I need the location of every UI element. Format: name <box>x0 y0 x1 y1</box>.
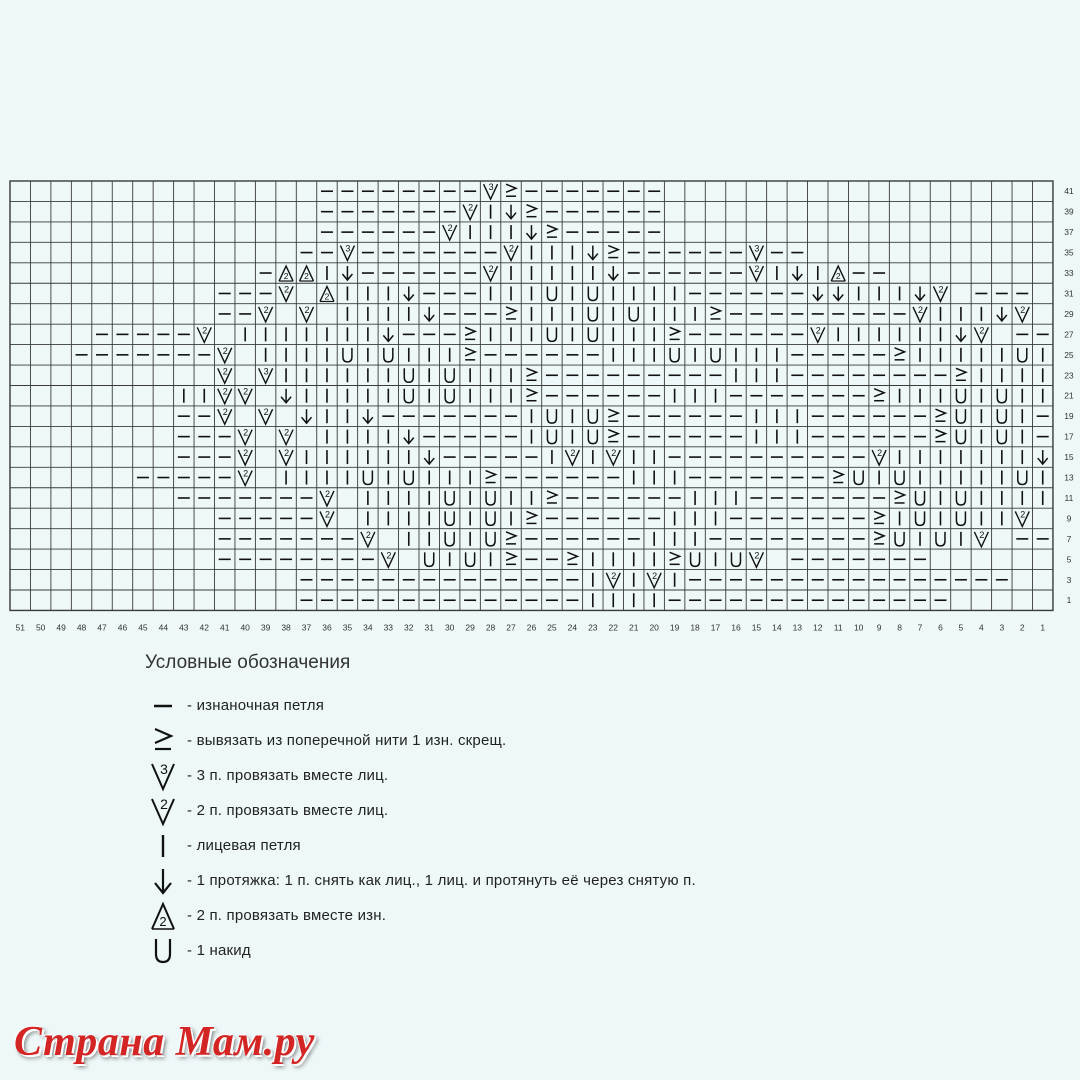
stitch-yo <box>384 348 393 362</box>
stitch-k2tog <box>913 305 927 322</box>
column-number: 3 <box>999 622 1005 633</box>
legend-item <box>145 688 905 723</box>
stitch-k2tog <box>279 284 293 301</box>
column-number: 16 <box>731 622 741 633</box>
svg-text:2: 2 <box>160 795 168 812</box>
stitch-yo <box>425 552 434 566</box>
stitch-k2tog <box>320 509 334 526</box>
legend-list <box>145 688 905 968</box>
stitch-yo <box>445 389 454 403</box>
stitch-yo <box>956 511 965 525</box>
grid-lines <box>10 181 1053 610</box>
stitch-k3tog <box>259 366 273 383</box>
legend-text: - 2 п. провязать вместе лиц. <box>187 802 389 819</box>
stitch-skp <box>363 409 373 423</box>
stitch-yo <box>956 491 965 505</box>
svg-text:2: 2 <box>938 284 944 295</box>
svg-text:2: 2 <box>222 407 228 418</box>
stitch-skp <box>281 389 291 403</box>
stitch-k2tog <box>933 284 947 301</box>
row-number: 25 <box>1064 349 1074 360</box>
stitch-k2tog <box>811 325 825 342</box>
stitch-yo <box>997 409 1006 423</box>
stitch-yo <box>547 286 556 300</box>
stitch-k2tog <box>218 346 232 363</box>
stitch-skp <box>792 266 802 280</box>
stitch-m1p <box>935 409 945 421</box>
legend-symbol-purl <box>145 690 181 722</box>
stitch-m1p <box>670 552 680 564</box>
column-number: 17 <box>710 622 721 633</box>
stitch-m1p <box>547 491 557 503</box>
column-number: 12 <box>813 622 823 633</box>
stitch-yo <box>1018 471 1027 485</box>
stitch-m1p <box>526 368 536 380</box>
legend-text: - вывязать из поперечной нити 1 изн. скрещ. <box>187 732 507 749</box>
column-number: 10 <box>853 622 864 633</box>
stitch-k2tog <box>974 325 988 342</box>
svg-text:2: 2 <box>386 550 392 561</box>
row-number: 1 <box>1066 595 1072 606</box>
stitch-yo <box>486 491 495 505</box>
svg-text:2: 2 <box>365 529 371 540</box>
legend-symbol-knit <box>145 830 181 862</box>
row-number: 13 <box>1064 472 1074 483</box>
stitch-k2tog <box>872 448 886 465</box>
stitch-m1p <box>895 491 905 503</box>
column-number: 11 <box>833 622 843 633</box>
stitch-yo <box>486 511 495 525</box>
svg-text:2: 2 <box>243 448 249 459</box>
column-number: 45 <box>138 622 148 633</box>
column-number: 20 <box>649 622 659 633</box>
svg-text:2: 2 <box>488 264 494 275</box>
svg-text:2: 2 <box>284 284 290 295</box>
column-number: 34 <box>363 622 373 633</box>
column-number: 30 <box>444 622 455 633</box>
stitch-yo <box>343 348 352 362</box>
stitch-yo <box>445 532 454 546</box>
svg-text:2: 2 <box>284 448 290 459</box>
legend-symbol-p2tog <box>145 900 181 932</box>
row-number: 11 <box>1064 492 1074 503</box>
svg-text:2: 2 <box>835 271 841 282</box>
column-number: 41 <box>219 622 230 633</box>
legend-item <box>145 758 905 793</box>
column-number: 51 <box>15 622 25 633</box>
stitch-p2tog <box>320 286 334 301</box>
svg-text:3: 3 <box>488 182 494 193</box>
column-number: 28 <box>485 622 496 633</box>
stitch-skp <box>1038 450 1048 464</box>
svg-text:2: 2 <box>243 386 249 397</box>
stitch-p2tog <box>279 266 293 281</box>
svg-text:2: 2 <box>877 448 883 459</box>
stitch-k2tog <box>443 223 457 240</box>
svg-text:2: 2 <box>979 529 985 540</box>
column-number: 18 <box>690 622 700 633</box>
stitch-yo <box>936 532 945 546</box>
stitch-m1p <box>526 389 536 401</box>
stitch-skp <box>424 450 434 464</box>
column-number: 27 <box>506 622 516 633</box>
stitch-yo <box>997 389 1006 403</box>
svg-text:2: 2 <box>468 202 474 213</box>
legend-symbol-m1p <box>145 725 181 757</box>
svg-text:2: 2 <box>324 291 330 302</box>
stitch-skp <box>342 266 352 280</box>
stitch-skp <box>997 307 1007 321</box>
svg-text:2: 2 <box>283 271 289 282</box>
legend-item <box>145 863 905 898</box>
stitch-yo <box>588 430 597 444</box>
stitch-yo <box>895 532 904 546</box>
stitch-skp <box>404 286 414 300</box>
row-number: 7 <box>1066 533 1072 544</box>
svg-text:2: 2 <box>263 304 269 315</box>
svg-text:2: 2 <box>979 325 985 336</box>
grid-border <box>10 181 1053 610</box>
svg-text:2: 2 <box>447 223 453 234</box>
stitch-skp <box>526 225 536 239</box>
row-number: 19 <box>1064 411 1074 422</box>
svg-text:2: 2 <box>159 913 167 929</box>
legend-text: - 2 п. провязать вместе изн. <box>187 907 387 924</box>
column-number: 4 <box>979 622 984 633</box>
stitch-k2tog <box>1015 509 1029 526</box>
svg-text:2: 2 <box>918 304 924 315</box>
legend-symbol-skp <box>145 865 181 897</box>
svg-text:2: 2 <box>304 304 310 315</box>
svg-text:2: 2 <box>222 345 228 356</box>
column-number: 24 <box>567 622 578 633</box>
stitch-yo <box>445 491 454 505</box>
column-number: 35 <box>342 622 353 633</box>
stitch-k2tog <box>238 469 252 486</box>
stitch-m1p <box>670 327 680 339</box>
column-number: 42 <box>199 622 210 633</box>
column-number: 21 <box>628 622 639 633</box>
row-number: 33 <box>1064 268 1074 279</box>
legend-text: - 3 п. провязать вместе лиц. <box>187 767 389 784</box>
stitch-yo <box>629 307 638 321</box>
svg-text:2: 2 <box>1020 509 1026 520</box>
legend <box>145 652 905 968</box>
svg-text:2: 2 <box>222 386 228 397</box>
stitch-k2tog <box>259 407 273 424</box>
stitch-skp <box>302 409 312 423</box>
stitch-m1p <box>874 532 884 544</box>
column-number: 8 <box>897 622 902 633</box>
column-number: 26 <box>526 622 537 633</box>
stitch-m1p <box>895 348 905 360</box>
stitch-m1p <box>506 307 516 319</box>
column-number: 23 <box>588 622 598 633</box>
stitch-k2tog <box>238 448 252 465</box>
column-number: 15 <box>751 622 762 633</box>
stitch-skp <box>915 286 925 300</box>
stitch-k2tog <box>238 387 252 404</box>
legend-text: - лицевая петля <box>187 837 301 854</box>
stitch-m1p <box>465 348 475 360</box>
svg-text:2: 2 <box>611 570 617 581</box>
legend-item <box>145 933 905 968</box>
svg-text:2: 2 <box>243 427 249 438</box>
column-number: 2 <box>1019 622 1025 633</box>
stitch-m1p <box>833 471 843 483</box>
column-number: 47 <box>97 622 107 633</box>
stitch-k3tog <box>340 244 354 261</box>
column-number: 29 <box>465 622 475 633</box>
stitch-k3tog <box>484 182 498 199</box>
stitch-yo <box>670 348 679 362</box>
stitch-skp <box>588 246 598 260</box>
stitch-k2tog <box>361 530 375 547</box>
svg-text:2: 2 <box>202 325 208 336</box>
column-number: 19 <box>669 622 680 633</box>
stitch-p2tog <box>300 266 314 281</box>
stitch-k2tog <box>749 550 763 567</box>
column-number: 31 <box>424 622 434 633</box>
stitch-k2tog <box>504 244 518 261</box>
row-number: 39 <box>1064 206 1074 217</box>
svg-text:3: 3 <box>160 760 168 777</box>
column-number: 22 <box>608 622 619 633</box>
stitch-m1p <box>506 184 516 196</box>
stitch-m1p <box>526 511 536 523</box>
legend-symbol-k2tog <box>145 795 181 827</box>
svg-text:2: 2 <box>263 407 269 418</box>
stitch-k2tog <box>218 387 232 404</box>
column-number: 13 <box>792 622 803 633</box>
stitch-m1p <box>874 389 884 401</box>
legend-title: Условные обозначения <box>145 652 351 673</box>
column-number: 38 <box>281 622 291 633</box>
stitch-yo <box>691 552 700 566</box>
column-number: 25 <box>547 622 557 633</box>
row-number: 9 <box>1066 513 1072 524</box>
column-number: 43 <box>179 622 189 633</box>
svg-text:2: 2 <box>1020 304 1026 315</box>
stitch-yo <box>547 327 556 341</box>
stitch-yo <box>956 409 965 423</box>
stitch-k2tog <box>381 550 395 567</box>
stitch-yo <box>547 409 556 423</box>
stitch-k3tog <box>749 244 763 261</box>
column-number: 5 <box>958 622 964 633</box>
stitch-yo <box>711 348 720 362</box>
svg-text:3: 3 <box>345 243 351 254</box>
row-number: 15 <box>1064 452 1074 463</box>
stitch-m1p <box>567 552 577 564</box>
column-number: 7 <box>917 622 923 633</box>
stitch-skp <box>383 327 393 341</box>
row-number: 3 <box>1066 574 1072 585</box>
stitch-k2tog <box>606 448 620 465</box>
watermark-logo: Страна Мам.ру <box>14 1019 315 1065</box>
legend-item <box>145 723 905 758</box>
stitch-k2tog <box>218 366 232 383</box>
stitch-k2tog <box>218 407 232 424</box>
stitch-skp <box>956 327 966 341</box>
stitch-m1p <box>608 409 618 421</box>
legend-symbol-k3tog <box>145 760 181 792</box>
svg-text:3: 3 <box>754 243 760 254</box>
stitch-k2tog <box>320 489 334 506</box>
column-number: 40 <box>240 622 250 633</box>
stitch-yo <box>588 286 597 300</box>
column-number: 9 <box>876 622 882 633</box>
column-number: 49 <box>56 622 66 633</box>
svg-text:2: 2 <box>815 325 821 336</box>
svg-text:2: 2 <box>570 448 576 459</box>
stitch-yo <box>731 552 740 566</box>
stitch-k2tog <box>749 264 763 281</box>
stitch-skp <box>506 205 516 219</box>
column-number: 44 <box>158 622 169 633</box>
svg-text:2: 2 <box>222 366 228 377</box>
stitch-yo <box>466 552 475 566</box>
stitch-yo <box>997 430 1006 444</box>
row-number: 23 <box>1064 370 1074 381</box>
stitch-yo <box>404 389 413 403</box>
row-number: 31 <box>1064 288 1074 299</box>
stitch-k2tog <box>647 571 661 588</box>
stitch-yo <box>956 389 965 403</box>
stitch-m1p <box>608 246 618 258</box>
svg-text:3: 3 <box>263 366 269 377</box>
stitch-k2tog <box>300 305 314 322</box>
stitch-skp <box>404 430 414 444</box>
stitch-m1p <box>506 532 516 544</box>
stitch-skp <box>813 286 823 300</box>
stitch-k2tog <box>565 448 579 465</box>
svg-text:2: 2 <box>509 243 515 254</box>
stitch-m1p <box>608 430 618 442</box>
stitch-k2tog <box>484 264 498 281</box>
stitch-p2tog <box>831 266 845 281</box>
stitch-k2tog <box>238 428 252 445</box>
stitch-k2tog <box>279 448 293 465</box>
stitch-skp <box>424 307 434 321</box>
svg-text:2: 2 <box>754 550 760 561</box>
stitch-k2tog <box>197 325 211 342</box>
row-number: 5 <box>1066 554 1072 565</box>
legend-text: - 1 накид <box>187 942 251 959</box>
stitch-yo <box>588 409 597 423</box>
stitch-yo <box>1018 348 1027 362</box>
stitch-k2tog <box>606 571 620 588</box>
legend-text: - изнаночная петля <box>187 697 325 714</box>
stitch-k2tog <box>259 305 273 322</box>
svg-text:2: 2 <box>324 509 330 520</box>
row-number: 21 <box>1064 390 1074 401</box>
row-number: 17 <box>1064 431 1074 442</box>
column-number: 46 <box>117 622 128 633</box>
stitch-yo <box>404 471 413 485</box>
legend-symbol-yo <box>145 935 181 967</box>
column-number: 14 <box>772 622 782 633</box>
column-number: 39 <box>260 622 271 633</box>
stitch-m1p <box>874 511 884 523</box>
stitch-yo <box>956 430 965 444</box>
stitch-yo <box>547 430 556 444</box>
legend-item <box>145 898 905 933</box>
legend-text: - 1 протяжка: 1 п. снять как лиц., 1 лиц. и протянуть её через снятую п. <box>187 872 696 889</box>
svg-text:2: 2 <box>611 448 617 459</box>
row-number: 41 <box>1064 186 1074 197</box>
stitch-m1p <box>547 225 557 237</box>
stitch-yo <box>588 307 597 321</box>
row-number: 27 <box>1064 329 1074 340</box>
column-number: 50 <box>35 622 46 633</box>
stitch-yo <box>588 327 597 341</box>
stitch-m1p <box>956 368 966 380</box>
stitch-yo <box>916 491 925 505</box>
stitch-yo <box>916 511 925 525</box>
stitch-yo <box>445 368 454 382</box>
stitch-m1p <box>711 307 721 319</box>
row-number: 35 <box>1064 247 1074 258</box>
stitch-m1p <box>486 471 496 483</box>
stitch-k2tog <box>463 203 477 220</box>
svg-text:2: 2 <box>324 488 330 499</box>
column-number: 37 <box>301 622 312 633</box>
stitch-k2tog <box>974 530 988 547</box>
legend-item <box>145 828 905 863</box>
stitch-yo <box>486 532 495 546</box>
stitch-yo <box>854 471 863 485</box>
stitch-k2tog <box>279 428 293 445</box>
column-number: 48 <box>76 622 87 633</box>
stitch-yo <box>404 368 413 382</box>
legend-item <box>145 793 905 828</box>
stitch-skp <box>833 286 843 300</box>
column-number: 1 <box>1040 622 1046 633</box>
column-number: 6 <box>938 622 943 633</box>
svg-text:2: 2 <box>284 427 290 438</box>
svg-text:2: 2 <box>652 570 658 581</box>
row-number: 29 <box>1064 308 1074 319</box>
row-number: 37 <box>1064 227 1074 238</box>
svg-text:2: 2 <box>304 271 309 282</box>
stitch-skp <box>608 266 618 280</box>
stitch-m1p <box>526 205 536 217</box>
column-number: 32 <box>404 622 414 633</box>
stitch-yo <box>445 511 454 525</box>
svg-text:2: 2 <box>243 468 249 479</box>
stitch-k2tog <box>1015 305 1029 322</box>
column-number: 33 <box>383 622 394 633</box>
stitch-yo <box>363 471 372 485</box>
svg-text:2: 2 <box>754 264 760 275</box>
column-number: 36 <box>322 622 332 633</box>
stitch-yo <box>895 471 904 485</box>
stitch-m1p <box>935 430 945 442</box>
stitch-m1p <box>465 327 475 339</box>
stitch-m1p <box>506 552 516 564</box>
